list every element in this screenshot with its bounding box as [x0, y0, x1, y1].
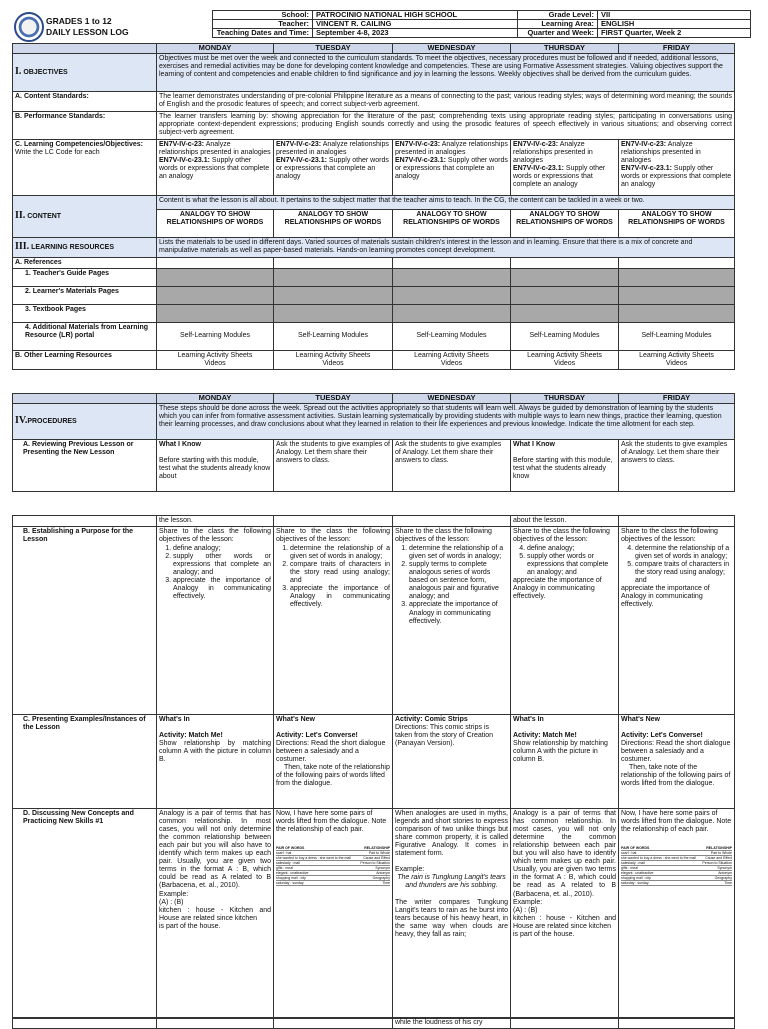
- lc-text: Analyze relationships presented in analogies: [621, 140, 701, 164]
- resource-item: Learning Activity Sheets: [414, 351, 489, 359]
- resource-item: Videos: [440, 359, 463, 367]
- reviewing-wednesday: Ask the students to give examples of Analogy. Let them share their answers to class.: [393, 439, 511, 491]
- document-title: [46, 16, 129, 38]
- proc-day-monday: MONDAY: [157, 394, 274, 404]
- presenting-tuesday: What's New Activity: Let's Converse! Directions: Read the short dialogue between a salesiady and a costumer. Then, take note of the relationship of the following pairs of words lifted from the dialogue.: [274, 715, 393, 809]
- title-line-1: GRADES 1 to 12: [46, 16, 112, 26]
- other-monday: [157, 350, 274, 369]
- content-standards-label: A. Content Standards:: [13, 91, 157, 111]
- resource-item: Videos: [665, 359, 688, 367]
- additional-tuesday: Self-Learning Modules: [274, 322, 393, 350]
- competency-tuesday: [274, 139, 393, 195]
- title-line-2: DAILY LESSON LOG: [46, 27, 129, 37]
- lc-text: Analyze relationships presented in analogies: [276, 140, 389, 156]
- objectives-text: Objectives must be met over the week and connected to the curriculum standards. To meet the objectives, necessary procedures must be followed and if needed, additional lessons, exercises and remedial activities may be done for developing content knowledge and competencies. These are using Formative Assessment strategies. Valuing objectives support the learning of content and competencies and enable children to find significance and joy in learning the lessons. Weekly objectives shall be derived from the curriculum guides.: [157, 53, 735, 91]
- resource-item: Videos: [553, 359, 576, 367]
- content-text: Content is what the lesson is all about. It pertains to the subject matter that the teacher aims to teach. In the CG, the content can be tackled in a week or two.: [157, 195, 735, 209]
- resource-item: Videos: [322, 359, 344, 367]
- additional-monday: Self-Learning Modules: [157, 322, 274, 350]
- other-friday: [619, 350, 735, 369]
- competency-thursday: [511, 139, 619, 195]
- proc-day-friday: FRIDAY: [619, 394, 735, 404]
- resources-heading: III. LEARNING RESOURCES: [13, 237, 157, 257]
- day-wednesday: WEDNESDAY: [393, 44, 511, 54]
- lc-text: Analyze relationships presented in analogies: [395, 140, 508, 156]
- reviewing-monday: What I Know Before starting with this module, test what the students already know about: [157, 439, 274, 491]
- lc-code: EN7V-IV-c-23.1:: [159, 156, 210, 164]
- discussing-tuesday: Now, I have here some pairs of words lifted from the dialogue. Note the relationship of each pair. PAIR OF WORDS RELATIONSHIP scarf : hat Part to Whole she wanted to buy a dress : she went to the mall Cause and Effect saleslady : mall Person to Situation gifts : meal Synonym elegant : unattractive Antonym shopping mall : city Geography saturday : sunday Time: [274, 809, 393, 1019]
- topic-tuesday: ANALOGY TO SHOW RELATIONSHIPS OF WORDS: [274, 209, 393, 237]
- lc-code: EN7V-IV-c-23.1:: [395, 156, 446, 164]
- reviewing-tuesday: Ask the students to give examples of Analogy. Let them share their answers to class.: [274, 439, 393, 491]
- continued-monday: the lesson.: [157, 516, 274, 527]
- resource-item: Videos: [204, 359, 226, 367]
- lc-text: Supply other words or expressions that complete an analogy: [395, 156, 508, 180]
- textbook-label: 3. Textbook Pages: [13, 304, 157, 322]
- presenting-friday: What's New Activity: Let's Converse! Directions: Read the short dialogue between a salesiady and a costumer. Then, take note of the relationship of the following pairs of words lifted from the dialogue.: [619, 715, 735, 809]
- resource-item: Learning Activity Sheets: [527, 351, 602, 359]
- resource-item: Learning Activity Sheets: [177, 351, 253, 359]
- additional-friday: Self-Learning Modules: [619, 322, 735, 350]
- reviewing-label: A. Reviewing Previous Lesson or Presenting the New Lesson: [13, 439, 157, 491]
- resources-text: Lists the materials to be used in different days. Varied sources of materials sustain children's interest in the lesson and in learning. Ensure that there is a mix of concrete and manipulative materials as well as paper-based materials. Hands-on learning promotes concept development.: [157, 237, 735, 257]
- teacher-value: VINCENT R. CAILING: [313, 20, 518, 29]
- purpose-thursday: Share to the class the following objectives of the lesson: 4. define analogy; 5. supply other words or expressions that complete an analogy; and appreciate the importance of Analogy in communicating effectively.: [511, 527, 619, 715]
- other-resources-row: [13, 350, 735, 369]
- pair-relationship-table-friday: PAIR OF WORDS RELATIONSHIP scarf : hat Part to Whole she wanted to buy a dress : she went to the mall Cause and Effect saleslady : mall Person to Situation gifts : meal Synonym elegant : unattractive Antonym shopping mall : city Geography saturday : sunday Time: [621, 846, 732, 886]
- learners-materials-label: 2. Learner's Materials Pages: [13, 286, 157, 304]
- proc-day-thursday: THURSDAY: [511, 394, 619, 404]
- procedures-table: [12, 393, 735, 492]
- continued-wednesday: while the loudness of his cry: [393, 1018, 511, 1029]
- teachers-guide-label: 1. Teacher's Guide Pages: [13, 268, 157, 286]
- topic-thursday: ANALOGY TO SHOW RELATIONSHIPS OF WORDS: [511, 209, 619, 237]
- lc-text: Supply other words or expressions that complete an analogy: [276, 156, 389, 180]
- proc-day-wednesday: WEDNESDAY: [393, 394, 511, 404]
- other-thursday: [511, 350, 619, 369]
- lc-code: EN7V-IV-c-23:: [395, 140, 441, 148]
- topic-wednesday: ANALOGY TO SHOW RELATIONSHIPS OF WORDS: [393, 209, 511, 237]
- day-tuesday: TUESDAY: [274, 44, 393, 54]
- lc-code: EN7V-IV-c-23.1:: [621, 164, 672, 172]
- content-heading: II. CONTENT: [13, 195, 157, 237]
- grade-value: VII: [598, 11, 751, 20]
- deped-seal-logo: [14, 12, 44, 42]
- proc-day-tuesday: TUESDAY: [274, 394, 393, 404]
- continued-thursday: about the lesson.: [511, 516, 619, 527]
- lc-code: EN7V-IV-c-23:: [276, 140, 322, 148]
- topic-friday: ANALOGY TO SHOW RELATIONSHIPS OF WORDS: [619, 209, 735, 237]
- school-value: PATROCINIO NATIONAL HIGH SCHOOL: [313, 11, 518, 20]
- discussing-label: D. Discussing New Concepts and Practicing New Skills #1: [13, 809, 157, 1019]
- presenting-wednesday: Activity: Comic Strips Directions: This comic strips is taken from the story of Creation (Panayan Version).: [393, 715, 511, 809]
- quarter-label: Quarter and Week:: [518, 29, 598, 38]
- lc-code: EN7V-IV-c-23:: [159, 140, 205, 148]
- references-label: A. References: [13, 257, 157, 268]
- topic-monday: ANALOGY TO SHOW RELATIONSHIPS OF WORDS: [157, 209, 274, 237]
- reviewing-friday: Ask the students to give examples of Analogy. Let them share their answers to class.: [619, 439, 735, 491]
- dates-label: Teaching Dates and Time:: [213, 29, 313, 38]
- other-resources-label: B. Other Learning Resources: [13, 350, 157, 369]
- competency-wednesday: [393, 139, 511, 195]
- lc-text: Supply other words or expressions that complete an analogy: [513, 164, 606, 188]
- lc-code: EN7V-IV-c-23.1:: [513, 164, 564, 172]
- purpose-monday: Share to the class the following objectives of the lesson: 1. define analogy; 2. supply other words or expressions that complete an analogy; and 3. appreciate the importance of Analogy in communicating effectively.: [157, 527, 274, 715]
- objectives-table: [12, 43, 735, 370]
- purpose-tuesday: Share to the class the following objectives of the lesson: 1. determine the relationship of a given set of words in analogy; 2. compare traits of characters in the story read using analogy; and 3. appreciate the importance of Analogy in communicating effectively.: [274, 527, 393, 715]
- procedures-text: These steps should be done across the week. Spread out the activities appropriately so that students will learn well. Always be guided by demonstration of learning by the students which you can infer from formative assessment activities. Sustain learning systematically by providing students with multiple ways to learn new things, practice their learning, question their learning processes, and draw conclusions about what they learned in relation to their life experiences and previous knowledge. Indicate the time allotment for each step.: [157, 403, 735, 439]
- competency-friday: [619, 139, 735, 195]
- presenting-thursday: What's In Activity: Match Me! Show relationship by matching column A with the picture in column B.: [511, 715, 619, 809]
- day-monday: MONDAY: [157, 44, 274, 54]
- grade-label: Grade Level:: [518, 11, 598, 20]
- lc-text: Supply other words or expressions that complete an analogy: [621, 164, 732, 188]
- competencies-row: [13, 139, 735, 195]
- resource-item: Learning Activity Sheets: [639, 351, 714, 359]
- objectives-heading: I. OBJECTIVES: [13, 53, 157, 91]
- teacher-label: Teacher:: [213, 20, 313, 29]
- corner-cell: [13, 44, 157, 54]
- discussing-monday: Analogy is a pair of terms that has common relationship. In most cases, you will not only determine the common relationship between each pair but you will also have to identify which term makes up each pair. Usually, you are given two terms in the format A : B, which could be read as A related to B (Barbacena, et. al., 2010). Example: (A) : (B) kitchen : house - Kitchen and House are related since kitchen is part of the house.: [157, 809, 274, 1019]
- lc-text: Analyze relationships presented in analogies: [159, 140, 271, 156]
- additional-materials-label: 4. Additional Materials from Learning Resource (LR) portal: [13, 322, 157, 350]
- lc-code: EN7V-IV-c-23:: [513, 140, 559, 148]
- discussing-friday: Now, I have here some pairs of words lifted from the dialogue. Note the relationship of each pair. PAIR OF WORDS RELATIONSHIP scarf : hat Part to Whole she wanted to buy a dress : she went to the mall Cause and Effect saleslady : mall Person to Situation gifts : meal Synonym elegant : unattractive Antonym shopping mall : city Geography saturday : sunday Time: [619, 809, 735, 1019]
- discussing-thursday: Analogy is a pair of terms that has common relationship. In most cases, you will not only determine the common relationship between each pair but you will also have to identify which term makes up each pair. Usually, you are given two terms in the format A : B, which could be read as A related to B (Barbacena, et. al., 2010). Example: (A) : (B) kitchen : house - Kitchen and House are related since kitchen is part of the house.: [511, 809, 619, 1019]
- reviewing-thursday: What I Know Before starting with this module, test what the students already know: [511, 439, 619, 491]
- area-label: Learning Area:: [518, 20, 598, 29]
- additional-wednesday: Self-Learning Modules: [393, 322, 511, 350]
- presenting-label: C. Presenting Examples/Instances of the Lesson: [13, 715, 157, 809]
- purpose-wednesday: Share to the class the following objectives of the lesson: 1. determine the relationship of a given set of words in analogy; 2. supply terms to complete analogous series of words based on sentence form, analogous pair and figurative analogy; and 3. appreciate the importance of Analogy in communicating effectively.: [393, 527, 511, 715]
- pair-relationship-table: PAIR OF WORDS RELATIONSHIP scarf : hat Part to Whole she wanted to buy a dress : she went to the mall Cause and Effect saleslady : mall Person to Situation gifts : meal Synonym elegant : unattractive Antonym shopping mall : city Geography saturday : sunday Time: [276, 846, 390, 886]
- lc-text: Analyze relationships presented in analogies: [513, 140, 593, 164]
- purpose-label: B. Establishing a Purpose for the Lesson: [13, 527, 157, 715]
- discussing-wednesday: When analogies are used in myths, legends and short stories to express comparison of two unlike things but share common property, it is called Figurative Analogy. It comes in statement form. Example: The rain is Tungkung Langit's tears and thunders are his sobbing. The writer compares Tungkung Langit's tears to rain as he burst into tears because of his heavy heart, in the same way when clouds are heavy, they fall as rain;: [393, 809, 511, 1019]
- dates-value: September 4-8, 2023: [313, 29, 518, 38]
- school-label: School:: [213, 11, 313, 20]
- presenting-monday: What's In Activity: Match Me! Show relationship by matching column A with the picture in column B.: [157, 715, 274, 809]
- header: [12, 10, 734, 42]
- competency-monday: [157, 139, 274, 195]
- day-friday: FRIDAY: [619, 44, 735, 54]
- other-tuesday: [274, 350, 393, 369]
- additional-thursday: Self-Learning Modules: [511, 322, 619, 350]
- quarter-value: FIRST Quarter, Week 2: [598, 29, 751, 38]
- resource-item: Learning Activity Sheets: [295, 351, 371, 359]
- performance-standards-text: The learner transfers learning by: showing appreciation for the literature of the past; comprehending texts using appropriate reading styles; participating in conversations using appropriate context-dependent expressions; producing English sounds correctly and using the prosodic features of speech effectively in various situations; and observing correct subject-verb agreement.: [157, 111, 735, 139]
- content-standards-text: The learner demonstrates understanding of pre-colonial Philippine literature as a means of connecting to the past; various reading styles; ways of determining word meaning; the sounds of English and the prosodic features of speech; and correct subject-verb agreement.: [157, 91, 735, 111]
- lc-text: Supply other words or expressions that complete an analogy: [159, 156, 270, 180]
- area-value: ENGLISH: [598, 20, 751, 29]
- day-thursday: THURSDAY: [511, 44, 619, 54]
- other-wednesday: [393, 350, 511, 369]
- procedures-table-page2: [12, 515, 735, 1019]
- purpose-friday: Share to the class the following objectives of the lesson: 4. determine the relationship of a given set of words in analogy; 5. compare traits of characters in the story read using analogy; and appreciate the importance of Analogy in communicating effectively.: [619, 527, 735, 715]
- procedures-heading: IV.PROCEDURES: [13, 403, 157, 439]
- header-meta-table: [212, 10, 751, 38]
- lc-code: EN7V-IV-c-23.1:: [276, 156, 327, 164]
- competencies-label-cell: C. Learning Competencies/Objectives: Write the LC Code for each: [13, 139, 157, 195]
- lc-code: EN7V-IV-c-23:: [621, 140, 667, 148]
- procedures-table-page3: [12, 1017, 735, 1029]
- performance-standards-label: B. Performance Standards:: [13, 111, 157, 139]
